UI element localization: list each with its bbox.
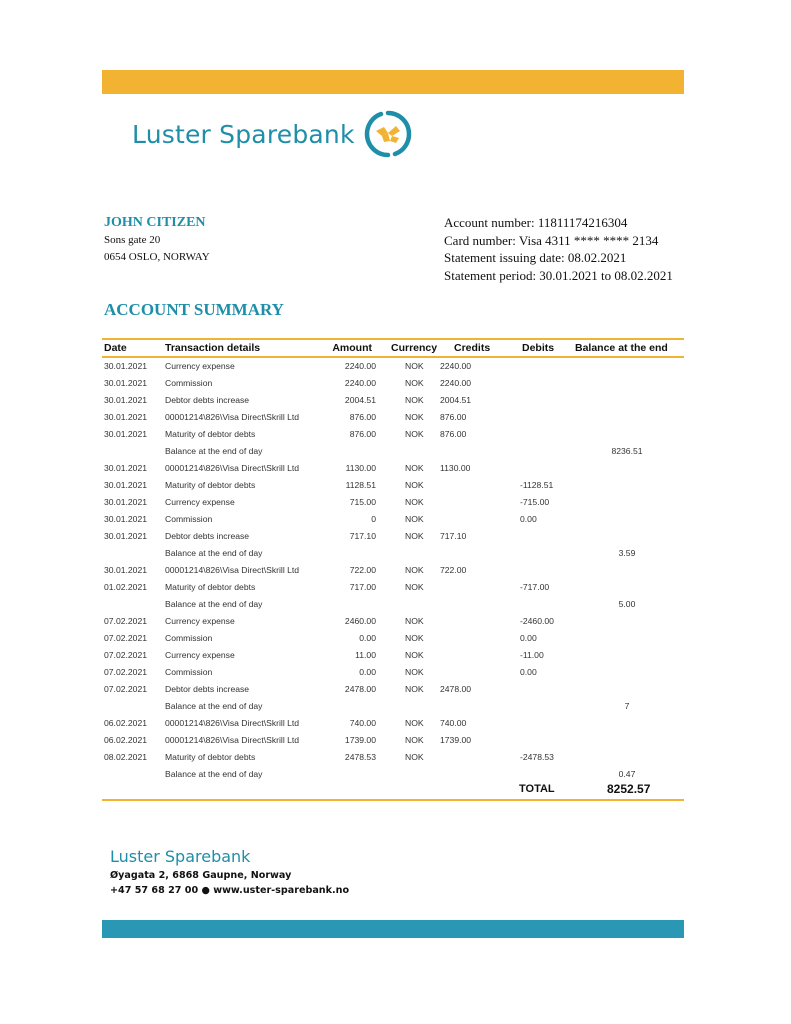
cell-currency: NOK [405, 565, 424, 575]
table-row [102, 358, 684, 375]
cell-currency: NOK [405, 361, 424, 371]
cell-transaction-details: Debtor debts increase [165, 395, 250, 405]
cell-date: 30.01.2021 [104, 429, 148, 439]
cell-date: 30.01.2021 [104, 480, 148, 490]
account-summary-title: ACCOUNT SUMMARY [104, 300, 284, 319]
cell-credits: 2240.00 [440, 378, 472, 388]
cell-balance: 5.00 [618, 599, 636, 609]
statement-issuing-date: Statement issuing date: 08.02.2021 [444, 250, 627, 265]
cell-date: 30.01.2021 [104, 514, 148, 524]
cell-transaction-details: 00001214\826\Visa Direct\Skrill Ltd [165, 463, 300, 473]
total-label: TOTAL [519, 783, 555, 795]
cell-currency: NOK [405, 582, 424, 592]
cell-currency: NOK [405, 497, 424, 507]
table-row [102, 630, 684, 647]
table-row [102, 562, 684, 579]
cell-transaction-details: Maturity of debtor debts [165, 752, 256, 762]
table-row [102, 426, 684, 443]
table-row [102, 375, 684, 392]
header-date: Date [104, 342, 127, 354]
cell-transaction-details: Balance at the end of day [165, 769, 263, 779]
cell-date: 30.01.2021 [104, 378, 148, 388]
customer-city: 0654 OSLO, NORWAY [104, 251, 210, 263]
statement-period: Statement period: 30.01.2021 to 08.02.2021 [444, 267, 673, 283]
cell-amount: 876.00 [349, 429, 376, 439]
cell-amount: 740.00 [349, 718, 376, 728]
table-row [102, 681, 684, 698]
cell-transaction-details: Balance at the end of day [165, 548, 263, 558]
header-debits: Debits [522, 342, 555, 354]
cell-transaction-details: Commission [165, 378, 213, 388]
table-row [102, 664, 684, 681]
cell-transaction-details: Balance at the end of day [165, 446, 263, 456]
footer-block [110, 846, 349, 898]
cell-amount: 2240.00 [344, 361, 376, 371]
account-number: Account number: 11811174216304 [444, 215, 628, 230]
bank-emblem-icon [363, 109, 413, 159]
cell-currency: NOK [405, 667, 424, 677]
table-row [102, 477, 684, 494]
table-row [102, 545, 684, 562]
table-row [102, 749, 684, 766]
account-info-block [444, 214, 673, 284]
cell-transaction-details: Commission [165, 667, 213, 677]
cell-transaction-details: Commission [165, 514, 213, 524]
table-row [102, 613, 684, 630]
table-row [102, 647, 684, 664]
cell-date: 01.02.2021 [104, 582, 148, 592]
cell-balance: 8236.51 [611, 446, 643, 456]
table-row [102, 596, 684, 613]
footer-contact: +47 57 68 27 00 ● www.uster-sparebank.no [110, 885, 350, 896]
cell-currency: NOK [405, 718, 424, 728]
cell-transaction-details: Balance at the end of day [165, 599, 263, 609]
table-row [102, 494, 684, 511]
cell-amount: 876.00 [349, 412, 376, 422]
table-row [102, 715, 684, 732]
cell-transaction-details: Maturity of debtor debts [165, 429, 256, 439]
cell-date: 30.01.2021 [104, 412, 148, 422]
cell-amount: 2478.00 [344, 684, 376, 694]
header-amount: Amount [332, 342, 372, 354]
cell-balance: 0.47 [618, 769, 636, 779]
cell-debits: -2460.00 [520, 616, 554, 626]
header-credits: Credits [454, 342, 491, 354]
cell-date: 30.01.2021 [104, 565, 148, 575]
card-number: Card number: Visa 4311 **** **** 2134 [444, 232, 659, 248]
cell-currency: NOK [405, 684, 424, 694]
cell-credits: 1130.00 [440, 463, 471, 473]
cell-debits: 0.00 [520, 667, 537, 677]
cell-amount: 2460.00 [344, 616, 376, 626]
cell-debits: -717.00 [520, 582, 550, 592]
cell-date: 30.01.2021 [104, 497, 148, 507]
cell-transaction-details: Commission [165, 633, 213, 643]
bank-logo [132, 104, 413, 164]
customer-block [104, 214, 210, 266]
bottom-accent-bar [102, 920, 684, 938]
customer-name: JOHN CITIZEN [104, 215, 206, 230]
cell-date: 07.02.2021 [104, 650, 148, 660]
cell-currency: NOK [405, 633, 424, 643]
footer-address: Øyagata 2, 6868 Gaupne, Norway [110, 870, 292, 881]
cell-date: 30.01.2021 [104, 531, 148, 541]
cell-date: 07.02.2021 [104, 616, 148, 626]
cell-debits: -11.00 [520, 650, 544, 660]
cell-amount: 0.00 [359, 667, 376, 677]
total-value: 8252.57 [607, 782, 651, 796]
cell-debits: 0.00 [520, 633, 537, 643]
cell-transaction-details: 00001214\826\Visa Direct\Skrill Ltd [165, 718, 300, 728]
table-row [102, 579, 684, 596]
cell-credits: 1739.00 [440, 735, 472, 745]
cell-balance: 7 [624, 701, 630, 711]
cell-currency: NOK [405, 463, 424, 473]
cell-amount: 1739.00 [344, 735, 376, 745]
table-row [102, 460, 684, 477]
cell-transaction-details: Currency expense [165, 497, 235, 507]
cell-amount: 715.00 [349, 497, 376, 507]
cell-amount: 2240.00 [344, 378, 376, 388]
customer-street: Sons gate 20 [104, 234, 161, 246]
cell-transaction-details: Maturity of debtor debts [165, 582, 256, 592]
cell-date: 06.02.2021 [104, 735, 148, 745]
cell-transaction-details: Balance at the end of day [165, 701, 263, 711]
cell-credits: 876.00 [440, 412, 467, 422]
cell-currency: NOK [405, 514, 424, 524]
cell-transaction-details: 00001214\826\Visa Direct\Skrill Ltd [165, 412, 300, 422]
cell-amount: 1128.51 [345, 480, 376, 490]
cell-transaction-details: Currency expense [165, 616, 235, 626]
top-accent-bar [102, 70, 684, 94]
cell-date: 07.02.2021 [104, 633, 148, 643]
cell-transaction-details: Debtor debts increase [165, 531, 250, 541]
cell-date: 07.02.2021 [104, 667, 148, 677]
table-total-row [102, 781, 684, 799]
cell-amount: 2004.51 [344, 395, 376, 405]
cell-credits: 717.10 [440, 531, 467, 541]
cell-currency: NOK [405, 412, 424, 422]
cell-currency: NOK [405, 378, 424, 388]
table-row [102, 528, 684, 545]
cell-date: 30.01.2021 [104, 395, 148, 405]
cell-date: 07.02.2021 [104, 684, 148, 694]
cell-date: 06.02.2021 [104, 718, 148, 728]
cell-debits: -1128.51 [520, 480, 554, 490]
cell-currency: NOK [405, 480, 424, 490]
cell-amount: 717.10 [349, 531, 376, 541]
table-bottom-rule [102, 799, 684, 801]
cell-amount: 717.00 [349, 582, 376, 592]
cell-amount: 0 [371, 514, 376, 524]
cell-transaction-details: Maturity of debtor debts [165, 480, 256, 490]
cell-debits: -2478.53 [520, 752, 554, 762]
cell-transaction-details: Currency expense [165, 361, 235, 371]
cell-credits: 2004.51 [440, 395, 472, 405]
cell-amount: 11.00 [355, 650, 376, 660]
cell-currency: NOK [405, 650, 424, 660]
cell-transaction-details: Debtor debts increase [165, 684, 250, 694]
cell-credits: 722.00 [440, 565, 467, 575]
cell-credits: 876.00 [440, 429, 467, 439]
bank-logo-text: Luster Sparebank [132, 119, 355, 149]
cell-currency: NOK [405, 735, 424, 745]
cell-transaction-details: Currency expense [165, 650, 235, 660]
cell-amount: 0.00 [359, 633, 376, 643]
cell-credits: 2240.00 [440, 361, 472, 371]
table-header-row [102, 340, 684, 356]
cell-credits: 2478.00 [440, 684, 472, 694]
header-transaction-details: Transaction details [165, 342, 261, 354]
table-row [102, 443, 684, 460]
cell-currency: NOK [405, 616, 424, 626]
cell-debits: -715.00 [520, 497, 550, 507]
header-currency: Currency [391, 342, 438, 354]
cell-debits: 0.00 [520, 514, 537, 524]
table-row [102, 698, 684, 715]
cell-balance: 3.59 [618, 548, 636, 558]
cell-date: 30.01.2021 [104, 361, 148, 371]
cell-currency: NOK [405, 531, 424, 541]
footer-bank-name: Luster Sparebank [110, 847, 251, 866]
cell-transaction-details: 00001214\826\Visa Direct\Skrill Ltd [165, 735, 300, 745]
header-balance: Balance at the end [575, 342, 668, 354]
cell-amount: 1130.00 [345, 463, 376, 473]
cell-date: 08.02.2021 [104, 752, 148, 762]
cell-amount: 722.00 [349, 565, 376, 575]
cell-currency: NOK [405, 429, 424, 439]
cell-date: 30.01.2021 [104, 463, 148, 473]
table-row [102, 409, 684, 426]
table-row [102, 732, 684, 749]
table-row [102, 392, 684, 409]
cell-credits: 740.00 [440, 718, 467, 728]
cell-amount: 2478.53 [344, 752, 376, 762]
cell-transaction-details: 00001214\826\Visa Direct\Skrill Ltd [165, 565, 300, 575]
cell-currency: NOK [405, 395, 424, 405]
cell-currency: NOK [405, 752, 424, 762]
table-row [102, 511, 684, 528]
